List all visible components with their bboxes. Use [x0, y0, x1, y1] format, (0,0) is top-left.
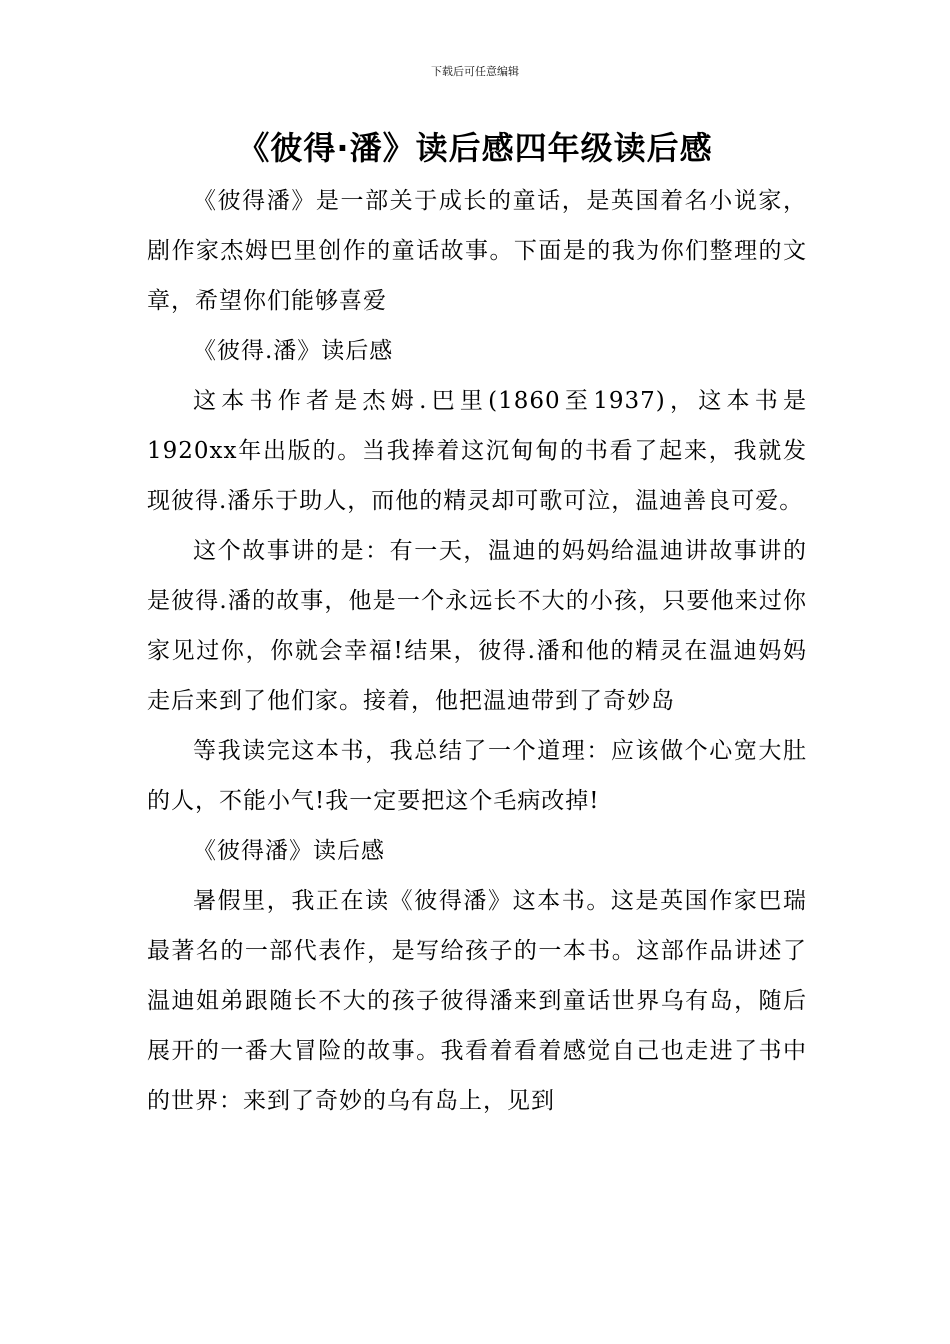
header-note: 下载后可任意编辑: [431, 65, 519, 78]
section-heading-2: 《彼得潘》读后感: [193, 838, 385, 864]
paragraph: 暑假里，我正在读《彼得潘》这本书。这是英国作家巴瑞最著名的一部代表作，是写给孩子的一本书。这部作品讲述了温迪姐弟跟随长不大的孩子彼得潘来到童话世界乌有岛，随后展开的一番大冒险的故事。我看着看着感觉自己也走进了书中的世界：来到了奇妙的乌有岛上，见到: [147, 888, 807, 1114]
document-title: 《彼得·潘》读后感四年级读后感: [237, 129, 713, 167]
section-heading-1: 《彼得.潘》读后感: [193, 338, 394, 364]
paragraph: 等我读完这本书，我总结了一个道理：应该做个心宽大肚的人，不能小气!我一定要把这个毛病改掉!: [147, 738, 807, 814]
paragraph: 这本书作者是杰姆.巴里(1860至1937)，这本书是1920xx年出版的。当我捧着这沉甸甸的书看了起来，我就发现彼得.潘乐于助人，而他的精灵却可歌可泣，温迪善良可爱。: [147, 388, 807, 514]
paragraph: 这个故事讲的是：有一天，温迪的妈妈给温迪讲故事讲的是彼得.潘的故事，他是一个永远长不大的小孩，只要他来过你家见过你，你就会幸福!结果，彼得.潘和他的精灵在温迪妈妈走后来到了他们家。接着，他把温迪带到了奇妙岛: [147, 538, 807, 714]
paragraph-intro: 《彼得潘》是一部关于成长的童话，是英国着名小说家，剧作家杰姆巴里创作的童话故事。下面是的我为你们整理的文章，希望你们能够喜爱: [147, 188, 807, 314]
document-body: [147, 176, 807, 1126]
